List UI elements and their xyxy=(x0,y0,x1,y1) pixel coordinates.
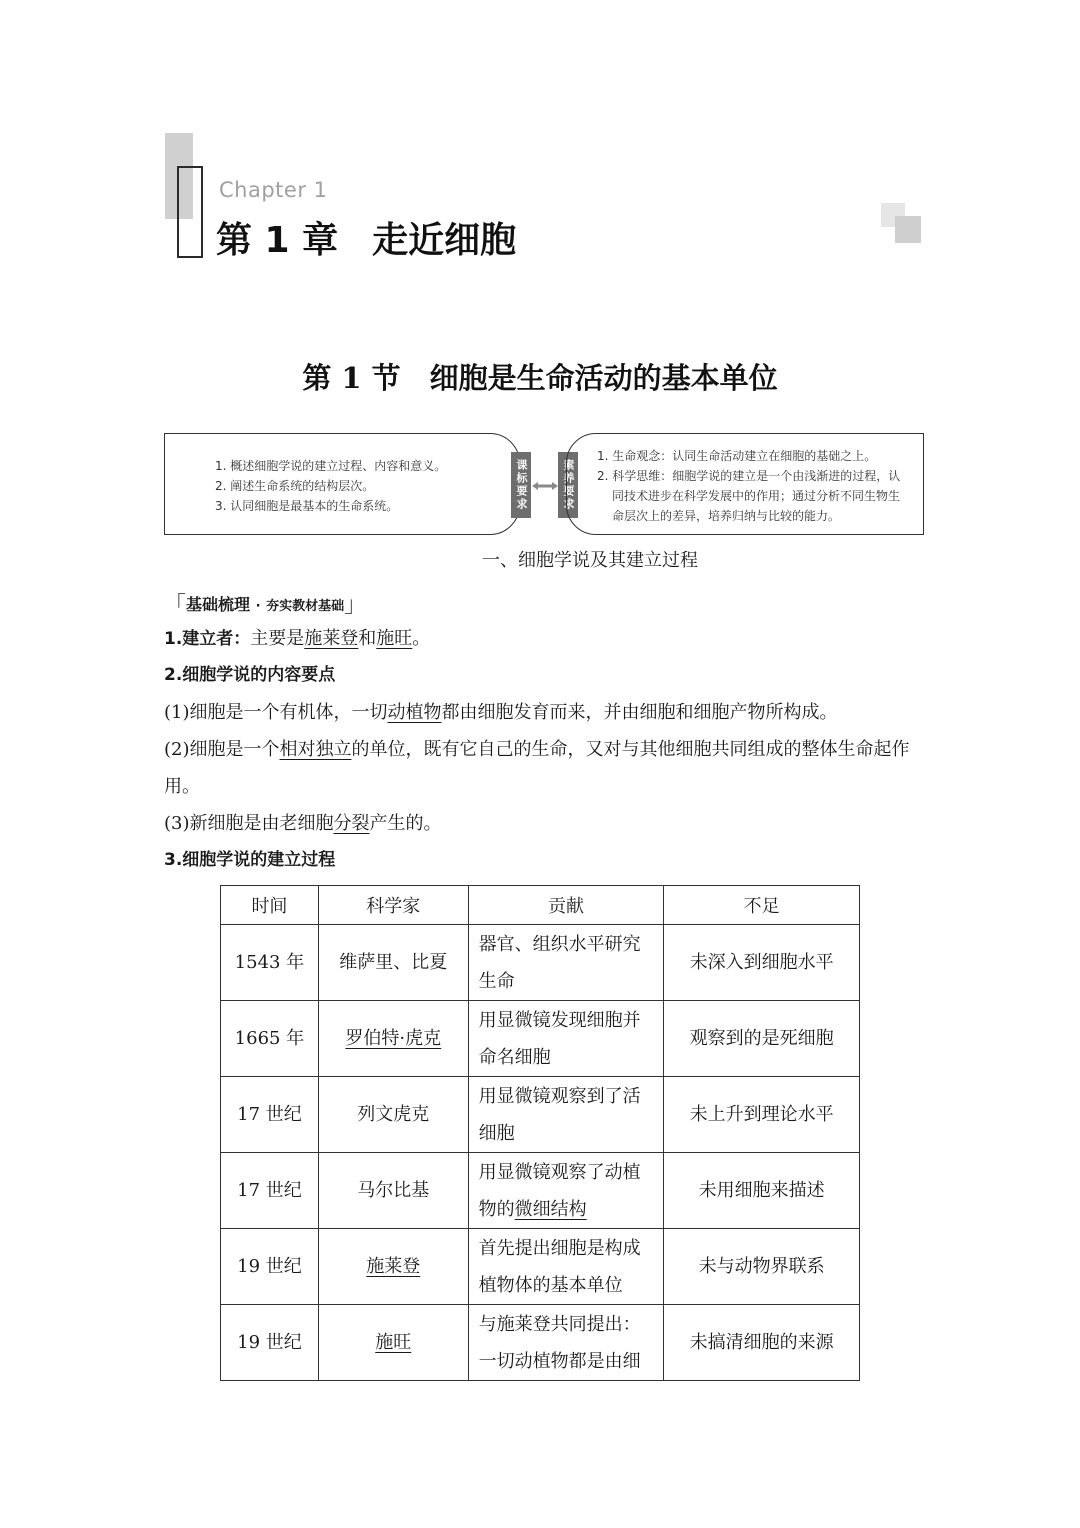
curriculum-item: 3. 认同细胞是最基本的生命系统。 xyxy=(215,499,399,513)
cell-time: 17 世纪 xyxy=(221,1153,319,1229)
paragraph-founders xyxy=(164,620,924,658)
cell-shortcoming: 未搞清细胞的来源 xyxy=(664,1305,860,1381)
curriculum-requirements-box xyxy=(164,433,520,535)
decor-square-dark xyxy=(895,216,921,243)
cell-time: 17 世纪 xyxy=(221,1077,319,1153)
competency-item: 1. 生命观念：认同生命活动建立在细胞的基础之上。 xyxy=(597,449,877,463)
right-corner-bracket: 」 xyxy=(344,593,367,618)
table-row xyxy=(221,925,860,1001)
contribution-text: 用显微镜观察了动植物的 xyxy=(478,1161,641,1220)
history-table xyxy=(220,885,860,1381)
competency-requirements-box xyxy=(566,433,924,535)
cell-contribution: 用显微镜观察到了活细胞 xyxy=(468,1077,664,1153)
double-arrow-icon xyxy=(532,482,558,490)
table-row xyxy=(221,1305,860,1381)
point-2 xyxy=(164,731,914,805)
chapter-label-en: Chapter 1 xyxy=(219,178,328,202)
point-3 xyxy=(164,805,924,842)
cell-shortcoming: 观察到的是死细胞 xyxy=(664,1001,860,1077)
point-text: 产生的。 xyxy=(369,813,442,834)
underlined-answer: 动植物 xyxy=(387,702,442,723)
competency-item: 2. 科学思维：细胞学说的建立是一个由浅渐进的过程，认同技术进步在科学发展中的作用；通过分析不同生物生命层次上的差异，培养归纳与比较的能力。 xyxy=(597,469,901,523)
bracket-heading-sub: 夯实教材基础 xyxy=(266,599,345,614)
cell-scientist xyxy=(318,1001,468,1077)
point-text: (2)细胞是一个 xyxy=(164,739,280,760)
cell-scientist xyxy=(318,1305,468,1381)
bracket-heading xyxy=(164,588,366,619)
cell-time: 19 世纪 xyxy=(221,1229,319,1305)
header-contribution: 贡献 xyxy=(468,886,664,925)
competency-label: 素养要求 xyxy=(558,452,578,518)
header-time: 时间 xyxy=(221,886,319,925)
header-shortcoming: 不足 xyxy=(664,886,860,925)
cell-scientist: 维萨里、比夏 xyxy=(318,925,468,1001)
underlined-answer: 相对独立 xyxy=(279,739,352,760)
curriculum-item: 2. 阐述生命系统的结构层次。 xyxy=(215,479,375,493)
cell-time: 1543 年 xyxy=(221,925,319,1001)
cell-shortcoming: 未用细胞来描述 xyxy=(664,1153,860,1229)
table-row xyxy=(221,1153,860,1229)
founders-label: 1.建立者： xyxy=(164,629,251,649)
table-header-row xyxy=(221,886,860,925)
cell-shortcoming: 未深入到细胞水平 xyxy=(664,925,860,1001)
underlined-answer: 施莱登 xyxy=(304,628,359,649)
founders-text: 。 xyxy=(412,628,431,649)
underlined-answer: 施旺 xyxy=(375,1332,412,1353)
cell-scientist: 马尔比基 xyxy=(318,1153,468,1229)
bracket-heading-dot: · xyxy=(255,599,261,614)
cell-scientist xyxy=(318,1229,468,1305)
content-points-heading: 2.细胞学说的内容要点 xyxy=(164,665,336,685)
cell-time: 1665 年 xyxy=(221,1001,319,1077)
cell-scientist: 列文虎克 xyxy=(318,1077,468,1153)
underlined-answer: 施莱登 xyxy=(366,1256,421,1277)
chapter-number: 第 1 章 xyxy=(216,220,339,261)
founders-text: 和 xyxy=(358,628,377,649)
history-heading: 3.细胞学说的建立过程 xyxy=(164,850,336,870)
table-row xyxy=(221,1077,860,1153)
underlined-answer: 罗伯特·虎克 xyxy=(345,1028,442,1049)
chapter-deco-frame xyxy=(177,166,203,258)
cell-contribution xyxy=(468,1153,664,1229)
cell-contribution: 用显微镜发现细胞并命名细胞 xyxy=(468,1001,664,1077)
cell-shortcoming: 未与动物界联系 xyxy=(664,1229,860,1305)
cell-shortcoming: 未上升到理论水平 xyxy=(664,1077,860,1153)
point-text: (1)细胞是一个有机体，一切 xyxy=(164,702,388,723)
section-title: 第 1 节 细胞是生命活动的基本单位 xyxy=(302,361,778,395)
underlined-answer: 施旺 xyxy=(376,628,413,649)
curriculum-item: 1. 概述细胞学说的建立过程、内容和意义。 xyxy=(215,459,447,473)
chapter-name: 走近细胞 xyxy=(372,220,517,261)
cell-contribution: 首先提出细胞是构成植物体的基本单位 xyxy=(468,1229,664,1305)
point-text: 都由细胞发育而来，并由细胞和细胞产物所构成。 xyxy=(441,702,838,723)
cell-time: 19 世纪 xyxy=(221,1305,319,1381)
point-text: (3)新细胞是由老细胞 xyxy=(164,813,334,834)
table-row xyxy=(221,1001,860,1077)
table-row xyxy=(221,1229,860,1305)
curriculum-label: 课标要求 xyxy=(511,452,531,518)
chapter-title xyxy=(216,212,516,263)
left-corner-bracket: 「 xyxy=(164,593,187,618)
cell-contribution: 与施莱登共同提出：一切动植物都是由细 xyxy=(468,1305,664,1381)
underlined-answer: 分裂 xyxy=(333,813,370,834)
header-scientist: 科学家 xyxy=(318,886,468,925)
part-heading: 一、细胞学说及其建立过程 xyxy=(482,550,698,571)
bracket-heading-main: 基础梳理 xyxy=(186,595,251,614)
cell-contribution: 器官、组织水平研究生命 xyxy=(468,925,664,1001)
point-text: 的单位，既有它自己的生命，又对与其他细胞共同组成的整体生命起作用。 xyxy=(164,739,910,797)
point-1 xyxy=(164,694,924,731)
underlined-answer: 微细结构 xyxy=(514,1198,587,1220)
founders-text: 主要是 xyxy=(250,628,305,649)
